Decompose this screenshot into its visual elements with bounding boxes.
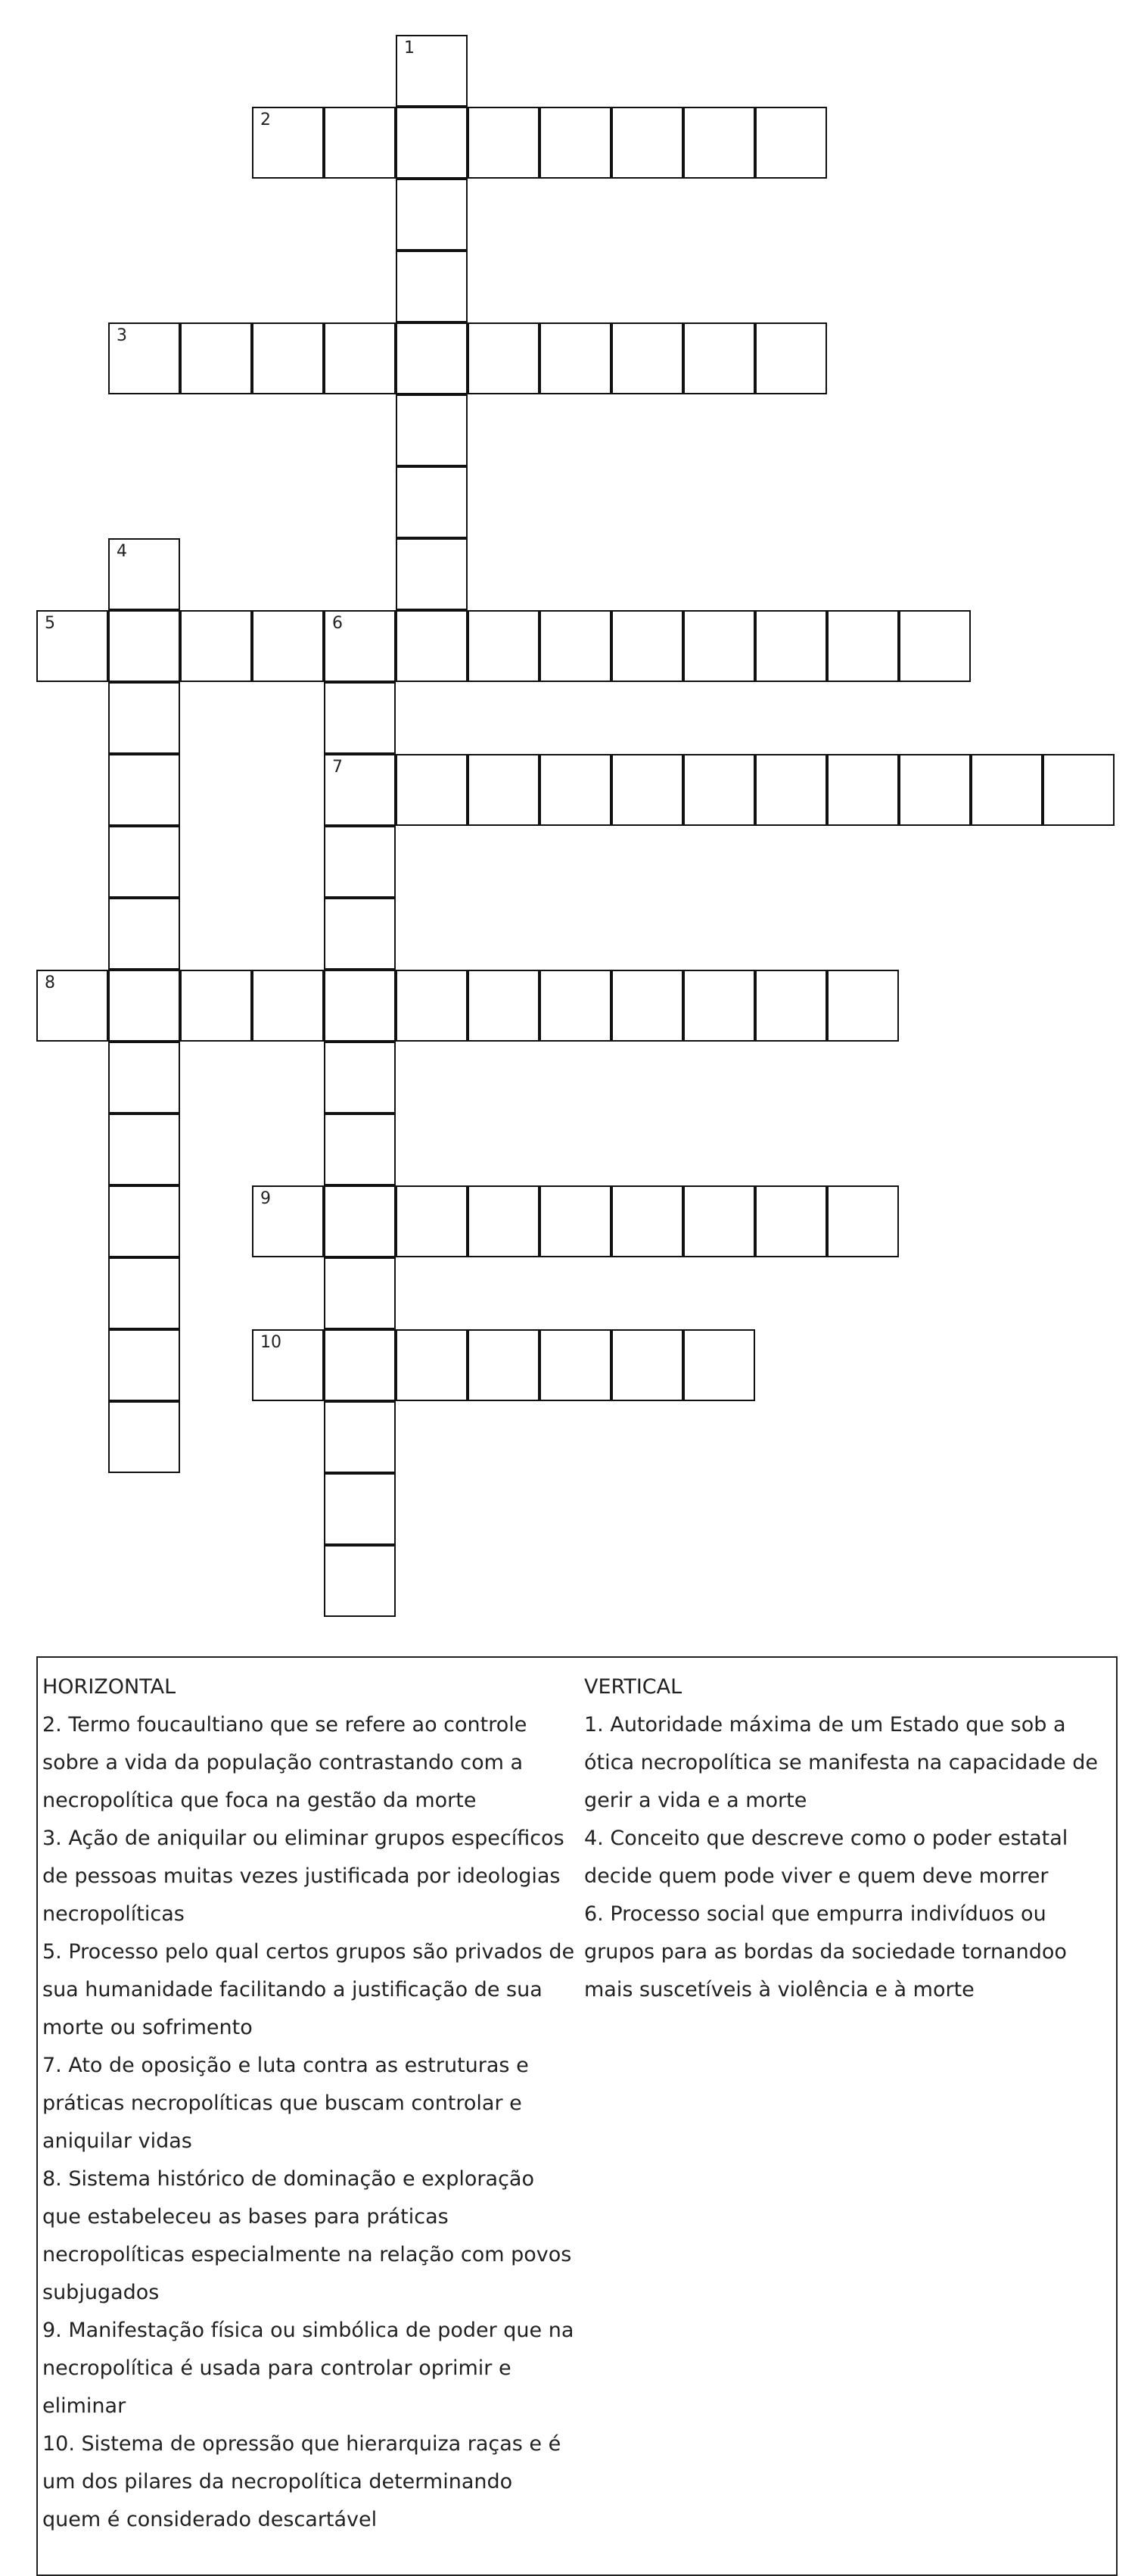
crossword-cell[interactable] xyxy=(108,754,180,826)
crossword-cell[interactable] xyxy=(108,1257,180,1329)
crossword-cell[interactable] xyxy=(396,466,468,538)
crossword-cell[interactable] xyxy=(108,322,180,394)
clue-across-9: 9. Manifestação física ou simbólica de poder que na necropolítica é usada para controlar oprimir e eliminar xyxy=(42,2319,574,2418)
cell-number: 2 xyxy=(260,111,271,129)
cell-number: 5 xyxy=(45,614,55,633)
crossword-cell[interactable] xyxy=(396,107,468,179)
crossword-cell[interactable] xyxy=(252,107,324,179)
crossword-cell[interactable] xyxy=(396,970,468,1042)
clue-down-1: 1. Autoridade máxima de um Estado que sob a ótica necropolítica se manifesta na capacidade de gerir a vida e a morte xyxy=(584,1713,1098,1812)
crossword-cell[interactable] xyxy=(611,754,683,826)
crossword-cell[interactable] xyxy=(108,970,180,1042)
crossword-cell[interactable] xyxy=(324,682,396,754)
crossword-cell[interactable] xyxy=(108,682,180,754)
crossword-cell[interactable] xyxy=(468,970,539,1042)
crossword-cell[interactable] xyxy=(324,1114,396,1185)
clue-across-3: 3. Ação de aniquilar ou eliminar grupos específicos de pessoas muitas vezes justificada por ideologias necropolíticas xyxy=(42,1827,564,1926)
crossword-cell[interactable] xyxy=(396,322,468,394)
crossword-cell[interactable] xyxy=(827,970,899,1042)
crossword-cell[interactable] xyxy=(683,1329,755,1401)
crossword-cell[interactable] xyxy=(683,322,755,394)
crossword-cell[interactable] xyxy=(755,754,827,826)
cell-number: 3 xyxy=(117,326,127,345)
crossword-cell[interactable] xyxy=(827,1185,899,1257)
crossword-cell[interactable] xyxy=(252,1329,324,1401)
crossword-cell[interactable] xyxy=(683,107,755,179)
crossword-cell[interactable] xyxy=(755,107,827,179)
crossword-cell[interactable] xyxy=(396,754,468,826)
crossword-cell[interactable] xyxy=(611,107,683,179)
crossword-cell[interactable] xyxy=(108,1401,180,1473)
crossword-cell[interactable] xyxy=(324,970,396,1042)
crossword-cell[interactable] xyxy=(324,322,396,394)
crossword-cell[interactable] xyxy=(611,610,683,682)
crossword-cell[interactable] xyxy=(324,107,396,179)
crossword-cell[interactable] xyxy=(324,1042,396,1114)
crossword-cell[interactable] xyxy=(539,107,611,179)
crossword-cell[interactable] xyxy=(539,970,611,1042)
crossword-cell[interactable] xyxy=(36,970,108,1042)
crossword-cell[interactable] xyxy=(899,754,971,826)
clue-down-4: 4. Conceito que descreve como o poder estatal decide quem pode viver e quem deve morrer xyxy=(584,1827,1068,1888)
crossword-cell[interactable] xyxy=(324,610,396,682)
crossword-cell[interactable] xyxy=(324,1185,396,1257)
crossword-cell[interactable] xyxy=(396,1329,468,1401)
crossword-cell[interactable] xyxy=(611,1329,683,1401)
crossword-cell[interactable] xyxy=(539,1329,611,1401)
crossword-cell[interactable] xyxy=(108,1042,180,1114)
crossword-cell[interactable] xyxy=(108,1114,180,1185)
crossword-cell[interactable] xyxy=(252,322,324,394)
cell-number: 6 xyxy=(332,614,343,633)
crossword-cell[interactable] xyxy=(108,538,180,610)
crossword-cell[interactable] xyxy=(324,1545,396,1617)
crossword-cell[interactable] xyxy=(396,610,468,682)
crossword-cell[interactable] xyxy=(827,754,899,826)
crossword-cell[interactable] xyxy=(611,322,683,394)
crossword-cell[interactable] xyxy=(396,394,468,466)
crossword-cell[interactable] xyxy=(468,322,539,394)
cell-number: 4 xyxy=(117,542,127,561)
crossword-cell[interactable] xyxy=(683,970,755,1042)
crossword-cell[interactable] xyxy=(108,610,180,682)
crossword-cell[interactable] xyxy=(539,754,611,826)
crossword-cell[interactable] xyxy=(396,538,468,610)
crossword-cell[interactable] xyxy=(180,610,252,682)
cell-number: 10 xyxy=(260,1333,281,1352)
across-clues xyxy=(42,1668,576,2539)
crossword-cell[interactable] xyxy=(396,179,468,251)
across-heading: HORIZONTAL xyxy=(42,1675,176,1699)
crossword-cell[interactable] xyxy=(180,970,252,1042)
crossword-cell[interactable] xyxy=(396,35,468,107)
crossword-cell[interactable] xyxy=(755,970,827,1042)
crossword-cell[interactable] xyxy=(180,322,252,394)
crossword-cell[interactable] xyxy=(755,610,827,682)
clue-across-10: 10. Sistema de opressão que hierarquiza raças e é um dos pilares da necropolítica determinando quem é considerado descartável xyxy=(42,2432,561,2531)
clue-across-7: 7. Ato de oposição e luta contra as estruturas e práticas necropolíticas que buscam controlar e aniquilar vidas xyxy=(42,2054,529,2153)
crossword-cell[interactable] xyxy=(324,1257,396,1329)
crossword-cell[interactable] xyxy=(539,322,611,394)
crossword-cell[interactable] xyxy=(324,898,396,970)
crossword-cell[interactable] xyxy=(324,1329,396,1401)
crossword-cell[interactable] xyxy=(108,1185,180,1257)
crossword-cell[interactable] xyxy=(755,1185,827,1257)
crossword-cell[interactable] xyxy=(468,1329,539,1401)
crossword-cell[interactable] xyxy=(252,1185,324,1257)
crossword-cell[interactable] xyxy=(683,754,755,826)
crossword-cell[interactable] xyxy=(468,610,539,682)
crossword-cell[interactable] xyxy=(468,754,539,826)
down-heading: VERTICAL xyxy=(584,1675,682,1699)
cell-number: 8 xyxy=(45,973,55,992)
down-clues xyxy=(584,1668,1114,2009)
crossword-cell[interactable] xyxy=(324,754,396,826)
crossword-cell[interactable] xyxy=(611,970,683,1042)
crossword-cell[interactable] xyxy=(108,898,180,970)
clue-across-5: 5. Processo pelo qual certos grupos são privados de sua humanidade facilitando a justificação de sua morte ou sofrimento xyxy=(42,1940,575,2039)
crossword-cell[interactable] xyxy=(683,610,755,682)
crossword-cell[interactable] xyxy=(755,322,827,394)
clue-down-6: 6. Processo social que empurra indivíduos ou grupos para as bordas da sociedade tornandoo mais suscetíveis à violência e à morte xyxy=(584,1902,1067,2001)
crossword-cell[interactable] xyxy=(539,610,611,682)
crossword-cell[interactable] xyxy=(324,1401,396,1473)
crossword-cell[interactable] xyxy=(899,610,971,682)
crossword-cell[interactable] xyxy=(396,1185,468,1257)
clue-across-8: 8. Sistema histórico de dominação e exploração que estabeleceu as bases para práticas necropolíticas especialmente na relação com povos subjugados xyxy=(42,2167,572,2304)
crossword-cell[interactable] xyxy=(324,826,396,898)
crossword-cell[interactable] xyxy=(36,610,108,682)
crossword-cell[interactable] xyxy=(827,610,899,682)
crossword-cell[interactable] xyxy=(252,970,324,1042)
crossword-cell[interactable] xyxy=(468,1185,539,1257)
cell-number: 1 xyxy=(404,39,415,58)
crossword-cell[interactable] xyxy=(468,107,539,179)
crossword-cell[interactable] xyxy=(971,754,1043,826)
crossword-cell[interactable] xyxy=(108,1329,180,1401)
crossword-cell[interactable] xyxy=(611,1185,683,1257)
crossword-cell[interactable] xyxy=(1043,754,1115,826)
crossword-cell[interactable] xyxy=(108,826,180,898)
cell-number: 7 xyxy=(332,758,343,777)
clue-box xyxy=(36,1656,1118,2576)
clue-across-2: 2. Termo foucaultiano que se refere ao controle sobre a vida da população contrastando com a necropolítica que foca na gestão da morte xyxy=(42,1713,527,1812)
cell-number: 9 xyxy=(260,1189,271,1208)
crossword-cell[interactable] xyxy=(396,251,468,322)
crossword-cell[interactable] xyxy=(539,1185,611,1257)
crossword-cell[interactable] xyxy=(324,1473,396,1545)
crossword-cell[interactable] xyxy=(683,1185,755,1257)
crossword-cell[interactable] xyxy=(252,610,324,682)
